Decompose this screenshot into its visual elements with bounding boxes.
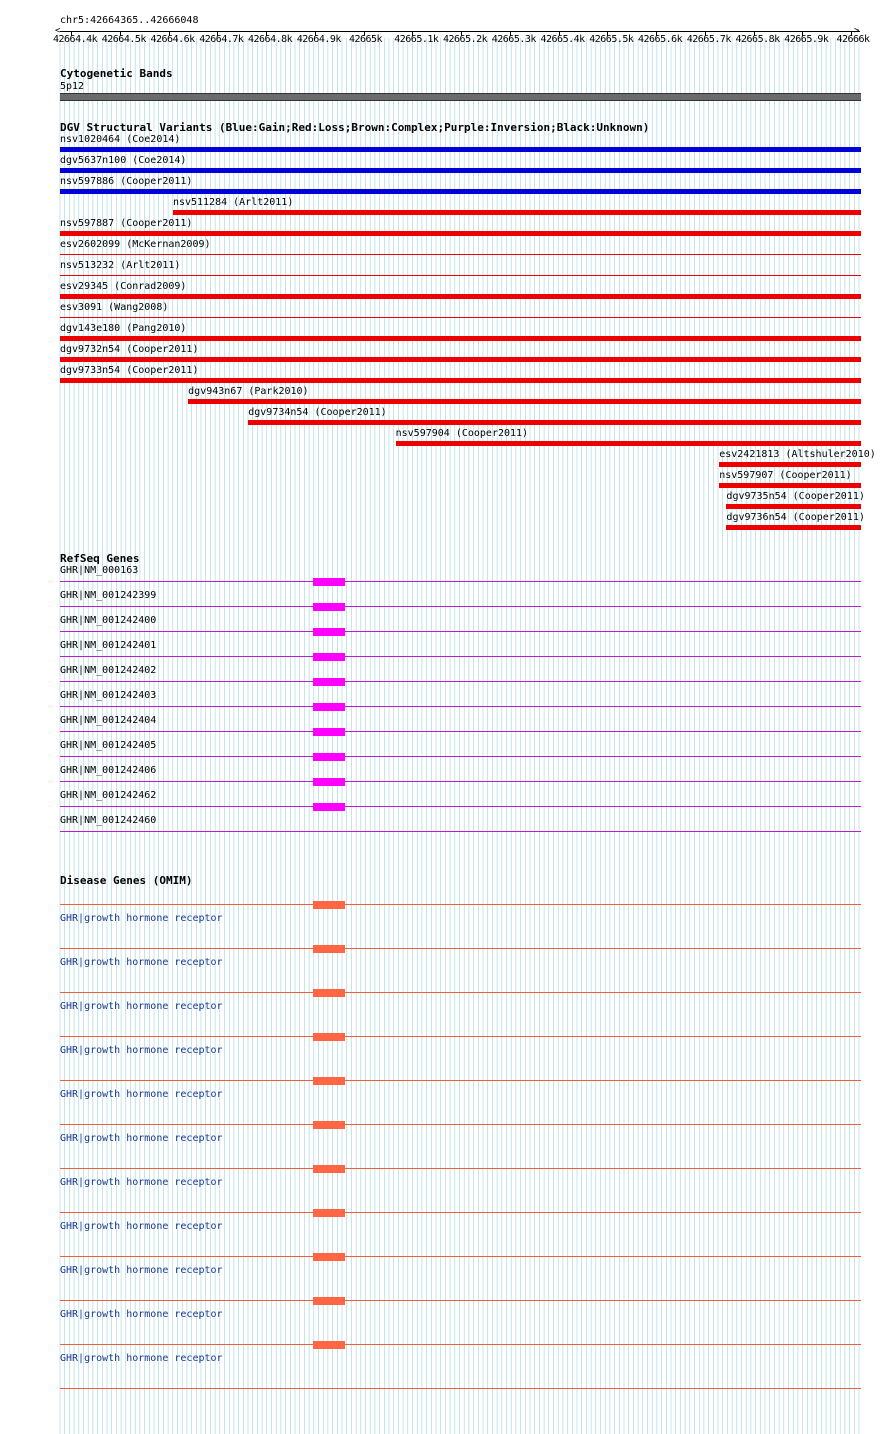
variant-label: dgv9733n54 (Cooper2011) — [60, 365, 199, 376]
ruler-tick-label: 42665.6k — [638, 34, 683, 45]
omim-exon[interactable] — [313, 945, 345, 953]
ruler-tick-label: 42665.2k — [443, 34, 488, 45]
variant-bar[interactable] — [60, 254, 861, 255]
ruler-tick-label: 42665.5k — [589, 34, 634, 45]
omim-gene-line[interactable] — [60, 1124, 861, 1125]
refseq-gene-label[interactable]: GHR|NM_001242399 — [60, 590, 157, 601]
omim-exon[interactable] — [313, 1297, 345, 1305]
refseq-exon[interactable] — [313, 578, 345, 586]
refseq-gene-label[interactable]: GHR|NM_001242403 — [60, 690, 157, 701]
ruler-tick-label: 42664.5k — [101, 34, 146, 45]
omim-exon[interactable] — [313, 1077, 345, 1085]
ruler-tick-label: 42664.4k — [53, 34, 98, 45]
refseq-gene-line[interactable] — [60, 581, 861, 582]
ruler-tick-label: 42665k — [348, 34, 383, 45]
ruler-tick-label: 42665.4k — [540, 34, 585, 45]
omim-gene-label[interactable]: GHR|growth hormone receptor — [60, 1089, 223, 1100]
omim-gene-line[interactable] — [60, 1300, 861, 1301]
variant-label: nsv511284 (Arlt2011) — [172, 197, 294, 208]
ruler-tick-label: 42664.7k — [199, 34, 244, 45]
variant-bar[interactable] — [719, 483, 861, 488]
omim-gene-label[interactable]: GHR|growth hormone receptor — [60, 1133, 223, 1144]
omim-exon[interactable] — [313, 989, 345, 997]
variant-label: nsv597907 (Cooper2011) — [719, 470, 852, 481]
refseq-exon[interactable] — [313, 653, 345, 661]
refseq-gene-label[interactable]: GHR|NM_001242400 — [60, 615, 157, 626]
ruler-tick-label: 42665.3k — [491, 34, 536, 45]
omim-exon[interactable] — [313, 1121, 345, 1129]
variant-label: nsv597887 (Cooper2011) — [60, 218, 193, 229]
omim-title: Disease Genes (OMIM) — [60, 874, 193, 887]
ruler-tick-label: 42665.7k — [686, 34, 731, 45]
refseq-gene-line[interactable] — [60, 706, 861, 707]
omim-exon[interactable] — [313, 1165, 345, 1173]
variant-label: dgv9736n54 (Cooper2011) — [726, 512, 865, 523]
region-label: chr5:42664365..42666048 — [60, 15, 199, 26]
refseq-gene-line[interactable] — [60, 656, 861, 657]
omim-gene-label[interactable]: GHR|growth hormone receptor — [60, 1001, 223, 1012]
refseq-gene-label[interactable]: GHR|NM_001242402 — [60, 665, 157, 676]
omim-gene-label[interactable]: GHR|growth hormone receptor — [60, 1045, 223, 1056]
variant-label: esv2421813 (Altshuler2010) — [719, 449, 876, 460]
omim-gene-label[interactable]: GHR|growth hormone receptor — [60, 1177, 223, 1188]
ruler-tick-label: 42665.1k — [394, 34, 439, 45]
omim-gene-label[interactable]: GHR|growth hormone receptor — [60, 1265, 223, 1276]
ruler-tick-label: 42664.8k — [248, 34, 293, 45]
cytoband-bar[interactable] — [60, 93, 861, 101]
variant-label: nsv597904 (Cooper2011) — [395, 428, 529, 439]
refseq-gene-line[interactable] — [60, 806, 861, 807]
omim-gene-line[interactable] — [60, 1212, 861, 1213]
variant-bar[interactable] — [60, 231, 861, 236]
omim-gene-line[interactable] — [60, 948, 861, 949]
ruler-left-arrow: < — [55, 26, 61, 36]
refseq-gene-label[interactable]: GHR|NM_001242462 — [60, 790, 157, 801]
variant-bar[interactable] — [60, 189, 861, 194]
variant-bar[interactable] — [173, 210, 861, 215]
omim-gene-line[interactable] — [60, 1036, 861, 1037]
cytoband-title: Cytogenetic Bands — [60, 67, 173, 80]
refseq-exon[interactable] — [313, 703, 345, 711]
variant-bar[interactable] — [726, 504, 861, 509]
omim-gene-line[interactable] — [60, 1080, 861, 1081]
ruler-tick-label: 42664.6k — [150, 34, 195, 45]
ruler-tick-label: 42665.9k — [784, 34, 829, 45]
omim-exon[interactable] — [313, 1033, 345, 1041]
variant-bar[interactable] — [726, 525, 861, 530]
variant-bar[interactable] — [60, 147, 861, 152]
variant-label: nsv513232 (Arlt2011) — [60, 260, 181, 271]
variant-bar[interactable] — [396, 441, 861, 446]
variant-bar[interactable] — [188, 399, 861, 404]
variant-label: nsv597886 (Cooper2011) — [60, 176, 193, 187]
variant-bar[interactable] — [60, 168, 861, 173]
omim-gene-line[interactable] — [60, 1256, 861, 1257]
omim-gene-label[interactable]: GHR|growth hormone receptor — [60, 913, 223, 924]
ruler-tick-label: 42666k — [836, 34, 870, 45]
variant-label: dgv9735n54 (Cooper2011) — [726, 491, 865, 502]
refseq-gene-label[interactable]: GHR|NM_001242460 — [60, 815, 157, 826]
omim-gene-label[interactable]: GHR|growth hormone receptor — [60, 957, 223, 968]
variant-label: esv3091 (Wang2008) — [60, 302, 169, 313]
omim-gene-line[interactable] — [60, 992, 861, 993]
ruler-tick-label: 42664.9k — [296, 34, 341, 45]
refseq-gene-line[interactable] — [60, 681, 861, 682]
refseq-gene-line[interactable] — [60, 781, 861, 782]
refseq-exon[interactable] — [313, 678, 345, 686]
variant-bar[interactable] — [60, 275, 861, 276]
refseq-exon[interactable] — [313, 628, 345, 636]
omim-exon[interactable] — [313, 1253, 345, 1261]
variant-label: esv2602099 (McKernan2009) — [60, 239, 211, 250]
variant-bar[interactable] — [248, 420, 861, 425]
refseq-exon[interactable] — [313, 778, 345, 786]
refseq-exon[interactable] — [313, 603, 345, 611]
omim-gene-label[interactable]: GHR|growth hormone receptor — [60, 1309, 223, 1320]
omim-gene-label[interactable]: GHR|growth hormone receptor — [60, 1221, 223, 1232]
refseq-gene-label[interactable]: GHR|NM_001242405 — [60, 740, 157, 751]
omim-gene-line[interactable] — [60, 1168, 861, 1169]
variant-label: dgv143e180 (Pang2010) — [60, 323, 187, 334]
variant-label: dgv9732n54 (Cooper2011) — [60, 344, 199, 355]
omim-gene-line[interactable] — [60, 904, 861, 905]
omim-gene-label[interactable]: GHR|growth hormone receptor — [60, 1353, 223, 1364]
omim-gene-line[interactable] — [60, 1388, 861, 1389]
refseq-exon[interactable] — [313, 803, 345, 811]
omim-exon[interactable] — [313, 1341, 345, 1349]
band-label: 5p12 — [60, 81, 85, 92]
variant-bar[interactable] — [60, 378, 861, 383]
dgv-title: DGV Structural Variants (Blue:Gain;Red:Loss;Brown:Complex;Purple:Inversion;Black:Unknown) — [60, 121, 650, 134]
refseq-exon[interactable] — [313, 728, 345, 736]
refseq-gene-line[interactable] — [60, 606, 861, 607]
omim-exon[interactable] — [313, 901, 345, 909]
refseq-gene-line[interactable] — [60, 631, 861, 632]
variant-bar[interactable] — [60, 336, 861, 341]
refseq-title: RefSeq Genes — [60, 552, 140, 565]
variant-bar[interactable] — [719, 462, 861, 467]
variant-label: dgv943n67 (Park2010) — [188, 386, 309, 397]
variant-label: esv29345 (Conrad2009) — [60, 281, 187, 292]
refseq-gene-line[interactable] — [60, 756, 861, 757]
variant-bar[interactable] — [60, 317, 861, 318]
variant-label: dgv5637n100 (Coe2014) — [60, 155, 187, 166]
variant-label: nsv1020464 (Coe2014) — [60, 134, 181, 145]
variant-label: dgv9734n54 (Cooper2011) — [248, 407, 387, 418]
ruler-axis — [60, 31, 860, 32]
refseq-exon[interactable] — [313, 753, 345, 761]
refseq-gene-label[interactable]: GHR|NM_001242401 — [60, 640, 157, 651]
ruler-right-arrow: > — [854, 26, 860, 36]
variant-bar[interactable] — [60, 294, 861, 299]
variant-bar[interactable] — [60, 357, 861, 362]
refseq-gene-line[interactable] — [60, 831, 861, 832]
refseq-gene-label[interactable]: GHR|NM_001242404 — [60, 715, 157, 726]
omim-gene-line[interactable] — [60, 1344, 861, 1345]
refseq-gene-label[interactable]: GHR|NM_001242406 — [60, 765, 157, 776]
omim-exon[interactable] — [313, 1209, 345, 1217]
refseq-gene-line[interactable] — [60, 731, 861, 732]
ruler-tick-label: 42665.8k — [735, 34, 780, 45]
refseq-gene-label[interactable]: GHR|NM_000163 — [60, 565, 139, 576]
